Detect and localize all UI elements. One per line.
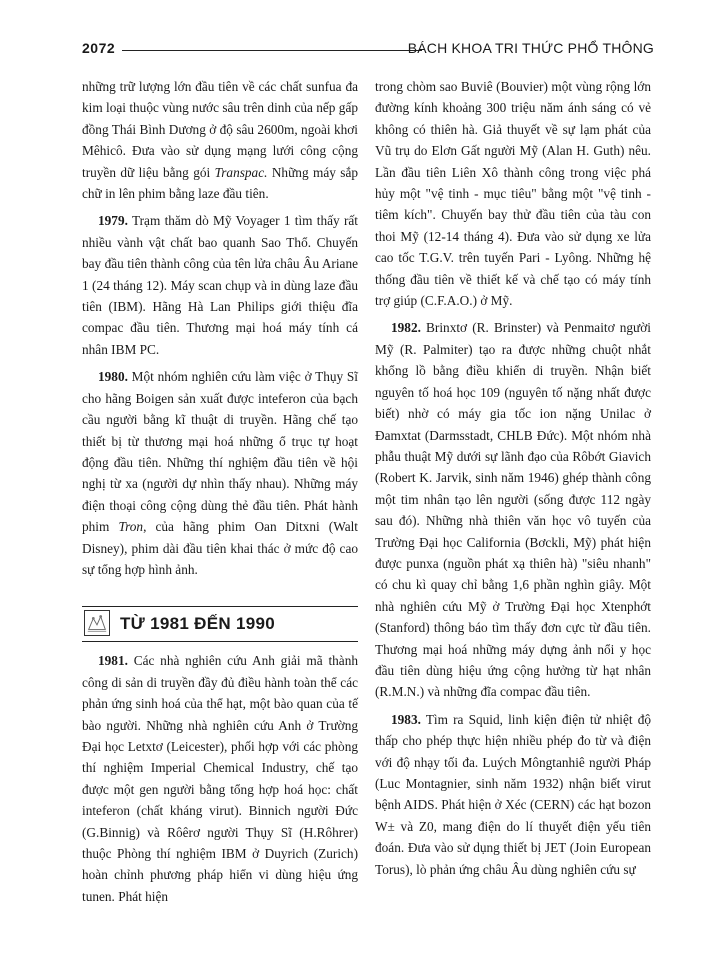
paragraph-text: những trữ lượng lớn đầu tiên về các chất sunfua đa kim loại thuộc vùng nước sâu trên dinh của nếp gấp đồng Thái Bình Dương ở độ sâu 2600m, ngoài khơi Mêhicô. Đưa vào sử dụng mạng lưới công cộng truyền dữ liệu bằng gói (82, 79, 358, 180)
paragraph-continued (82, 76, 358, 204)
paragraph-text: Một nhóm nghiên cứu làm việc ở Thụy Sĩ cho hãng Boigen sản xuất được inteferon của bạch cầu người bằng kĩ thuật di truyền. Hãng chế tạo thiết bị từ thương mại hoá những ổ trục tự hoạt động đầu tiên. Những thí nghiệm đầu tiên về hội nghị từ xa (người dự nhìn thấy nhau). Những máy điện thoại công cộng dùng thẻ đầu tiên. Phát hành phim (82, 369, 358, 535)
page-number: 2072 (82, 40, 116, 56)
year-label: 1980. (98, 369, 128, 385)
paragraph-1981 (82, 650, 358, 907)
running-title: BÁCH KHOA TRI THỨC PHỔ THÔNG (407, 40, 654, 56)
italic-term: Tron (118, 519, 144, 535)
year-label: 1981. (98, 653, 128, 669)
paragraph-text: , của hãng phim Oan Ditxni (Walt Disney), phim dài đầu tiên khai thác ở mức độ cao sự tổng hợp hình ảnh. (82, 519, 358, 577)
italic-term: Transpac. (214, 164, 268, 180)
section-heading (82, 606, 358, 642)
right-column (375, 76, 651, 880)
section-heading-text: TỪ 1981 ĐẾN 1990 (120, 614, 275, 634)
paragraph-text: Những máy sắp chữ in lên phim bằng laze đầu tiên. (82, 164, 358, 202)
paragraph-1982 (375, 317, 651, 702)
page-header (82, 40, 654, 62)
paragraph-text: Trạm thăm dò Mỹ Voyager 1 tìm thấy rất nhiều vành vật chất bao quanh Sao Thổ. Chuyến bay đầu tiên thành công của tên lửa châu Âu Ariane 1 (24 tháng 12). Máy scan chụp và in dùng laze đầu tiên (IBM). Hãng Hà Lan Philips giới thiệu đĩa compac đầu tiên. Thương mại hoá máy tính cá nhân IBM PC. (82, 213, 358, 357)
paragraph-continued: trong chòm sao Buviê (Bouvier) một vùng rộng lớn đường kính khoảng 300 triệu năm ánh sáng có vẻ không có thiên hà. Giả thuyết về sự lạm phát của Vũ trụ do Elơn Gất người Mỹ (Alan H. Guth) nêu. Lần đầu tiên Liên Xô thành công trong việc phá hủy một "vệ tinh - mục tiêu" bằng một "vệ tinh - tiêm kích". Chuyến bay thử đầu tiên của tàu con thoi Mỹ (12-14 tháng 4). Đưa vào sử dụng xe lửa cao tốc T.G.V. trên tuyến Pari - Lyông. Những hệ thống đầu tiên về thiết kế và chế tạo có máy tính trợ giúp (C.F.A.O.) ở Mỹ. (375, 79, 651, 309)
paragraph-1980 (82, 366, 358, 580)
year-label: 1983. (391, 711, 421, 727)
header-rule (122, 50, 422, 51)
decorative-emblem-icon (84, 610, 110, 636)
paragraph-text: Tìm ra Squid, linh kiện điện tử nhiệt độ thấp cho phép thực hiện nhiều phép đo từ và điện với độ nhạy tối đa. Luých Môngtanhiê người Pháp (Luc Montagnier, sinh năm 1932) nhận biết virut bệnh AIDS. Phát hiện ở Xéc (CERN) các hạt bozon W± và Z0, mang điện do lí thuyết điện yếu tiên đoán. Đưa vào sử dụng thiết bị JET (Join European Torus), lò phản ứng châu Âu dùng nghiên cứu sự (375, 711, 651, 877)
left-column (82, 76, 358, 907)
paragraph-1979 (82, 210, 358, 360)
year-label: 1982. (391, 320, 421, 336)
paragraph-1983 (375, 709, 651, 880)
year-label: 1979. (98, 213, 128, 229)
paragraph-text: Brinxtơ (R. Brinster) và Penmaitơ người Mỹ (R. Palmiter) tạo ra được những chuột nhắt khổng lồ bằng điều khiển di truyền. Nhận biết nguyên tố hoá học 109 (nguyên tố nặng nhất được biết) nhờ có máy gia tốc ion nặng Unilac ở Đamxtat (Darmsstadt, CHLB Đức). Một nhóm nhà phẫu thuật Mỹ dưới sự lãnh đạo của Rôbớt Giavich (Robert K. Jarvik, sinh năm 1946) ghép thành công một tim nhân tạo lên người (sống được 112 ngày sau đó). Những nhà thiên văn học vô tuyến của Trường Đại học California (Bơckli, Mỹ) phát hiện được punxa (nguồn phát xạ thiên hà) "siêu nhanh" có chu kì quay chỉ bằng 1,6 phần nghìn giây. Một nhà nghiên cứu Mỹ ở Trường Đại học Xtenphớt (Stanford) thông báo tìm thấy đơn cực từ đầu tiên. Thương mại hoá những máy dựng ảnh nổi y học đầu tiên dùng hiệu ứng cộng hưởng từ hạt nhân (R.M.N.) và những đĩa compac đầu tiên. (375, 320, 651, 700)
paragraph-text: Các nhà nghiên cứu Anh giải mã thành công di sản di truyền đầy đủ điều hành toàn thể các phản ứng sinh hoá của thể hạt, một bào quan của tế bào người. Những nhà nghiên cứu Anh ở Trường Đại học Letxtơ (Leicester), phối hợp với các phòng thí nghiệm Imperial Chemical Industry, chế tạo được một gen người bằng tổng hợp hoá học: chất inteferon (chất kháng virut). Binnich người Đức (G.Binnig) và Rôêrơ người Thụy Sĩ (H.Rôhrer) thuộc Phòng thí nghiệm IBM ở Duyrich (Zurich) hoàn chỉnh phương pháp hiển vi dùng hiệu ứng tunen. Phát hiện (82, 653, 358, 904)
